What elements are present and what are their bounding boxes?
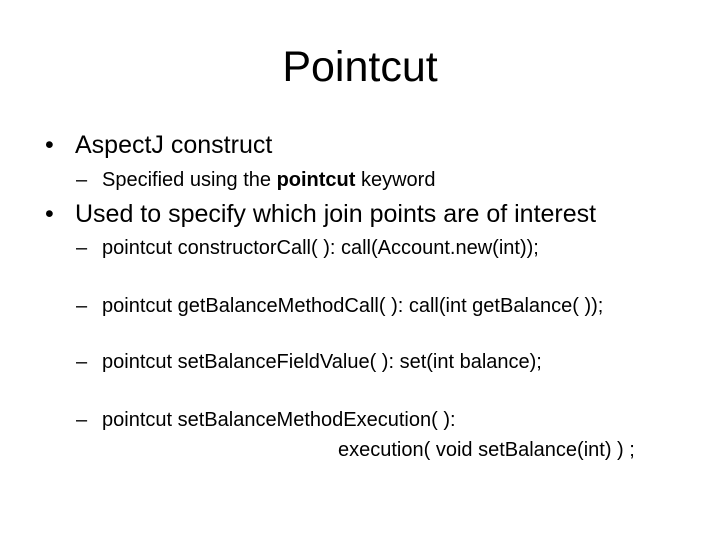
sub-bullet-text [102, 168, 435, 192]
bullet-mark: • [45, 131, 54, 159]
sub-bullet-text: pointcut constructorCall( ): call(Account.new(int)); [102, 237, 539, 259]
pointcut-keyword: pointcut [276, 169, 356, 191]
sub-bullet-text: pointcut getBalanceMethodCall( ): call(int getBalance( )); [102, 295, 604, 317]
sub-bullet-text: pointcut setBalanceFieldValue( ): set(int balance); [102, 351, 542, 373]
slide-title: Pointcut [282, 43, 438, 91]
sub-bullet-mark: – [76, 351, 88, 373]
sub-bullet-mark: – [76, 169, 88, 191]
sub-bullet-text-prefix: Specified using the [102, 169, 277, 191]
sub-bullet-text: pointcut setBalanceMethodExecution( ): [102, 409, 456, 431]
sub-bullet-text-suffix: keyword [355, 169, 436, 191]
bullet-text: AspectJ construct [75, 131, 273, 159]
sub-bullet-mark: – [76, 295, 88, 317]
sub-bullet-mark: – [76, 409, 88, 431]
sub-bullet-mark: – [76, 237, 88, 259]
sub-bullet-continuation: execution( void setBalance(int) ) ; [338, 439, 635, 461]
bullet-mark: • [45, 200, 54, 228]
bullet-text: Used to specify which join points are of interest [75, 200, 597, 228]
